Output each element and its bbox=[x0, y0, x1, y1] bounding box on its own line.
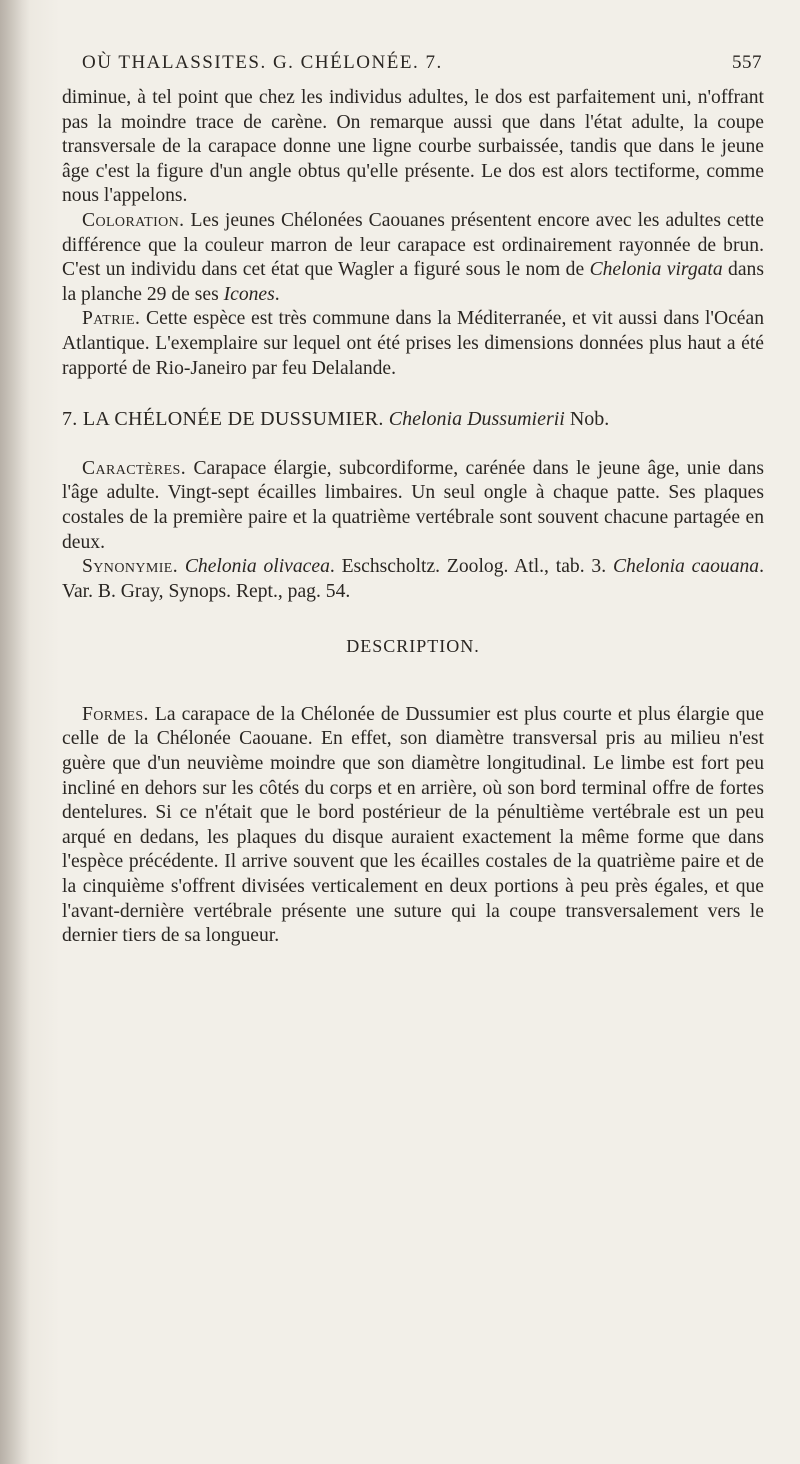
species-heading-title: 7. LA CHÉLONÉE DE DUSSUMIER. bbox=[62, 408, 384, 431]
species-heading-latin: Chelonia Dussumierii bbox=[388, 408, 565, 431]
paragraph-coloration bbox=[62, 209, 764, 307]
synonymie-label: Synonymie. bbox=[82, 556, 179, 578]
description-heading: DESCRIPTION. bbox=[346, 636, 480, 657]
caracteres-text: Carapace élargie, subcordiforme, carénée dans le jeune âge, unie dans l'âge adulte. Vingt-sept écailles limbaires. Un seul ongle à chaque patte. Ses plaques costales de la première paire et la quatrième vertébrale sont souvent chacune partagée en deux. bbox=[62, 457, 764, 553]
patrie-label: Patrie. bbox=[82, 308, 141, 330]
coloration-work: Icones bbox=[223, 283, 275, 305]
paragraph-formes bbox=[62, 703, 764, 949]
running-head-text: OÙ THALASSITES. G. CHÉLONÉE. 7. bbox=[82, 52, 443, 73]
synonymie-ref-2: . Var. B. Gray, Synops. Rept., pag. 54. bbox=[62, 556, 765, 602]
paragraph-synonymie bbox=[62, 555, 764, 604]
species-heading-author: Nob. bbox=[564, 408, 610, 431]
paragraph-carene: diminue, à tel point que chez les individus adultes, le dos est parfaitement uni, n'offrant pas la moindre trace de carène. On remarque aussi que dans l'état adulte, la coupe transversale de la carapace donne une ligne courbe surbaissée, tandis que dans le jeune âge c'est la figure d'un angle obtus qu'elle présente. Le dos est alors tectiforme, comme nous l'appelons. bbox=[62, 87, 764, 207]
coloration-text-b: dans la planche 29 de ses bbox=[62, 259, 764, 305]
page-number: 557 bbox=[732, 52, 762, 73]
coloration-label: Coloration. bbox=[82, 209, 185, 231]
binding-shadow bbox=[0, 0, 30, 1464]
paragraph-caracteres bbox=[62, 457, 764, 555]
coloration-text-c: . bbox=[274, 283, 280, 305]
synonymie-species-2: Chelonia caouana bbox=[612, 556, 760, 578]
species-heading bbox=[62, 407, 764, 432]
formes-text: La carapace de la Chélonée de Dussumier est plus courte et plus élargie que celle de la Chélonée Caouane. En effet, son diamètre transversal pris au milieu n'est guère que d'un neuvième moindre que son diamètre longitudinal. Le limbe est fort peu incliné en dehors sur les côtés du corps et en arrière, où son bord terminal offre de fortes dentelures. Si ce n'était que le bord postérieur de la pénultième vertébrale est un peu arqué en dedans, les plaques du disque auraient exactement la même forme que dans l'espèce précédente. Il arrive souvent que les écailles costales de la quatrième paire et de la cinquième s'offrent divisées verticalement en deux portions à peu près égales, et que l'avant-dernière vertébrale présente une suture qui la coupe transversalement vers le dernier tiers de sa longueur. bbox=[62, 703, 764, 947]
coloration-text-a: Les jeunes Chélonées Caouanes présentent encore avec les adultes cette différence que la couleur marron de leur carapace est ordinairement rayonnée de brun. C'est un individu dans cet état que Wagler a figuré sous le nom de bbox=[62, 209, 764, 281]
paragraph-patrie bbox=[62, 307, 764, 381]
formes-label: Formes. bbox=[82, 703, 149, 725]
synonymie-ref-1: . Eschscholtz. Zoolog. Atl., tab. 3. bbox=[329, 556, 607, 578]
coloration-species: Chelonia virgata bbox=[589, 259, 723, 281]
body-text bbox=[62, 86, 764, 949]
patrie-text: Cette espèce est très commune dans la Méditerranée, et vit aussi dans l'Océan Atlantique. L'exemplaire sur lequel ont été prises les dimensions données plus haut a été rapporté de Rio-Janeiro par feu Delalande. bbox=[62, 308, 764, 379]
caracteres-label: Caractères. bbox=[82, 457, 187, 479]
synonymie-species-1: Chelonia olivacea bbox=[184, 556, 330, 578]
running-head bbox=[82, 52, 762, 80]
